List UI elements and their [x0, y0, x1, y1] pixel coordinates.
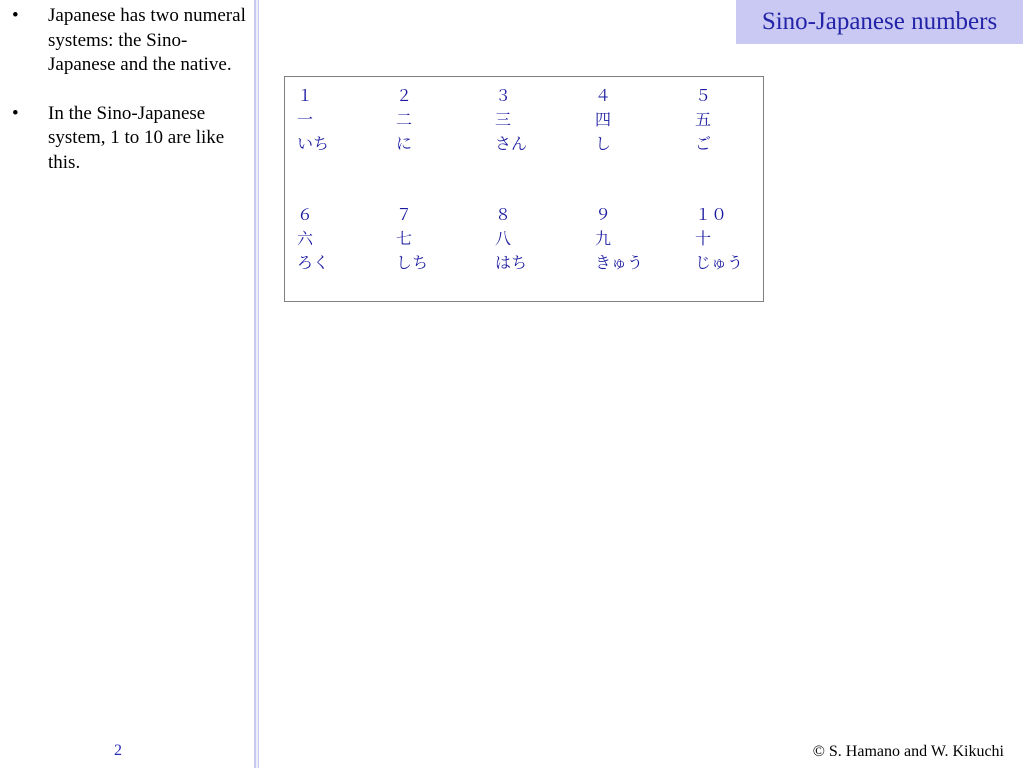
page-number: 2 — [114, 742, 122, 759]
numbers-table — [284, 76, 764, 302]
kana-cell: きゅう — [595, 253, 644, 272]
slide-title: Sino-Japanese numbers — [736, 0, 1023, 44]
digit-cell: １ — [297, 86, 314, 105]
digit-cell: ８ — [495, 205, 512, 224]
left-panel — [0, 0, 253, 768]
digit-cell: １０ — [695, 205, 728, 224]
kanji-cell: 八 — [495, 229, 512, 248]
digit-cell: ７ — [396, 205, 413, 224]
bullet-item — [10, 102, 250, 176]
bullet-text: Japanese has two numeral systems: the Sino-Japanese and the native. — [48, 5, 246, 75]
copyright-notice: © S. Hamano and W. Kikuchi — [812, 743, 1004, 760]
kanji-cell: 一 — [297, 110, 314, 129]
kanji-cell: 七 — [396, 229, 413, 248]
digit-cell: ２ — [396, 86, 413, 105]
kana-cell: じゅう — [695, 253, 744, 272]
digit-cell: ５ — [695, 86, 712, 105]
digit-cell: ６ — [297, 205, 314, 224]
digit-cell: ９ — [595, 205, 612, 224]
kanji-cell: 五 — [695, 110, 712, 129]
bullet-mark: • — [12, 5, 19, 26]
kana-cell: しち — [396, 253, 429, 272]
kanji-cell: 四 — [595, 110, 612, 129]
sidebar-divider — [254, 0, 259, 768]
bullet-text: In the Sino-Japanese system, 1 to 10 are like this. — [48, 102, 225, 173]
kana-cell: し — [595, 134, 612, 153]
kana-cell: いち — [297, 134, 330, 153]
bullet-list — [10, 4, 250, 199]
bullet-mark: • — [12, 102, 19, 124]
kana-cell: ご — [695, 134, 712, 153]
digit-cell: ４ — [595, 86, 612, 105]
kana-cell: に — [396, 134, 413, 153]
kanji-cell: 二 — [396, 110, 413, 129]
digit-cell: ３ — [495, 86, 512, 105]
kanji-cell: 十 — [695, 229, 712, 248]
kana-cell: ろく — [297, 253, 330, 272]
kana-cell: はち — [495, 253, 528, 272]
kana-cell: さん — [495, 134, 528, 153]
kanji-cell: 九 — [595, 229, 612, 248]
bullet-item — [10, 4, 250, 78]
kanji-cell: 六 — [297, 229, 314, 248]
kanji-cell: 三 — [495, 110, 512, 129]
